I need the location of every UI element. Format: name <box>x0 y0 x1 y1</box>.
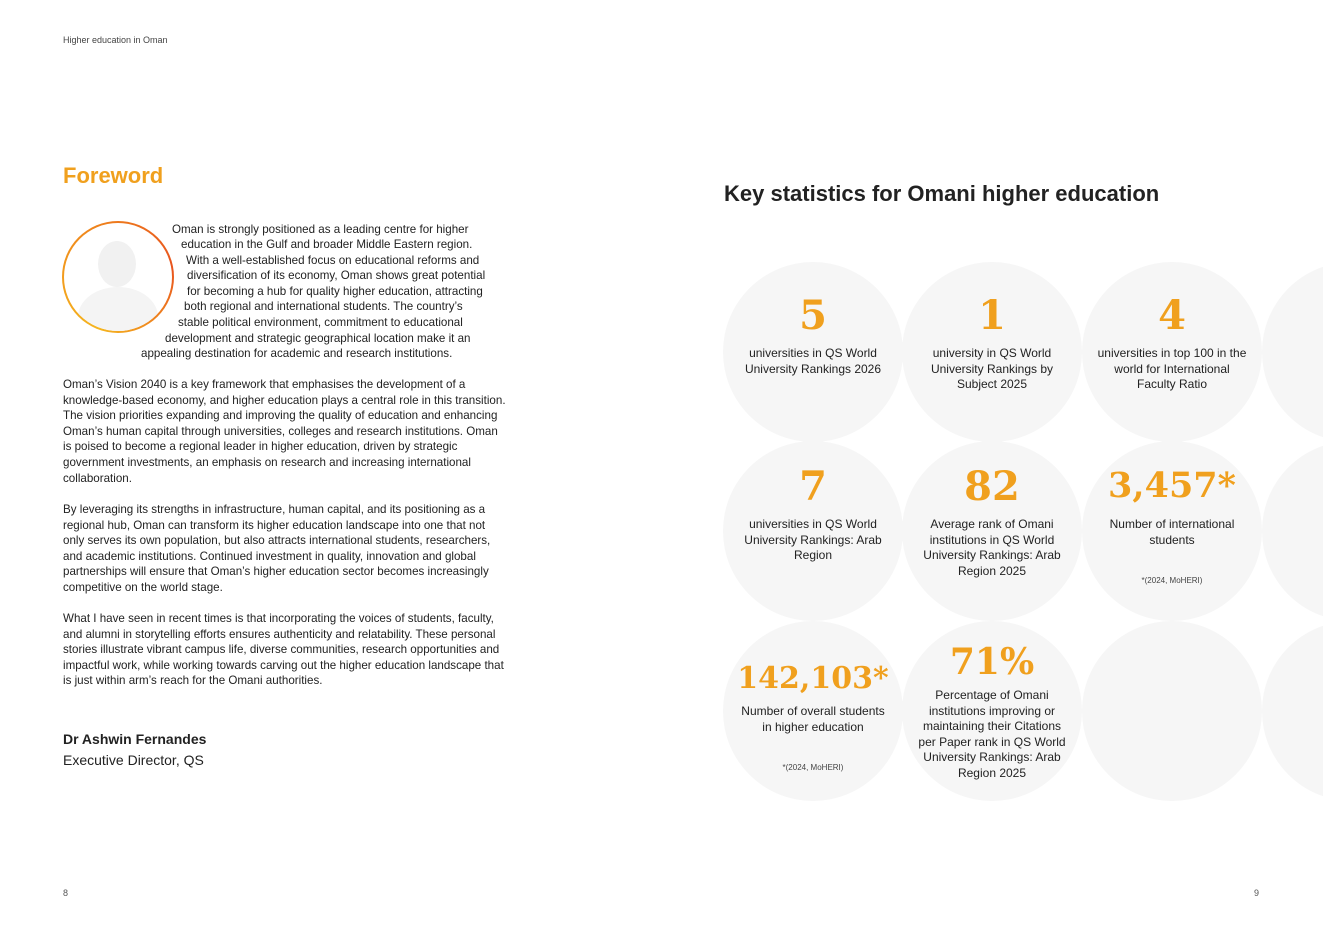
foreword-paragraph-storytelling: What I have seen in recent times is that incorporating the voices of students, faculty, and alumni in storytelling efforts ensures authenticity and relatability. These personal stories illustrate vibrant campus life, diverse communities, research opportunities and impactful work, while working towards carving out the higher education landscape that is just within arm’s reach for the Omani authorities. <box>63 612 504 688</box>
intro-line: Oman is strongly positioned as a leading centre for higher <box>172 223 469 236</box>
running-head: Higher education in Oman <box>63 35 168 45</box>
intro-line: appealing destination for academic and research institutions. <box>141 347 453 360</box>
stats-title: Key statistics for Omani higher education <box>724 181 1160 206</box>
intro-line: education in the Gulf and broader Middle Eastern region. <box>181 238 473 251</box>
intro-line: stable political environment, commitment to educational <box>178 316 463 329</box>
stat-value: 82 <box>964 463 1020 510</box>
stat-card-citations-per-paper <box>902 621 1082 801</box>
signature-name: Dr Ashwin Fernandes <box>63 731 207 747</box>
stat-label: Average rank of Omani institutions in QS World University Rankings: Arab Region 2025 <box>923 517 1061 578</box>
intro-line: both regional and international students. The country’s <box>184 300 463 313</box>
stat-value: 1 <box>978 292 1006 339</box>
stat-card-overall-students <box>723 621 903 801</box>
signature-role: Executive Director, QS <box>63 752 204 768</box>
decorative-circle <box>1082 621 1262 801</box>
author-portrait <box>62 221 174 333</box>
decorative-circle <box>1262 621 1323 801</box>
stat-source-note: *(2024, MoHERI) <box>1141 576 1203 585</box>
intro-line: development and strategic geographical location make it an <box>165 332 471 345</box>
stat-card-ranked-universities <box>723 262 903 442</box>
intro-line: With a well-established focus on educational reforms and <box>186 254 480 267</box>
stat-card-subject-rankings <box>902 262 1082 442</box>
stat-label: universities in QS World University Rankings 2026 <box>744 346 882 376</box>
stat-card-average-rank <box>902 441 1082 621</box>
stat-label: university in QS World University Rankings by Subject 2025 <box>930 346 1054 392</box>
foreword-paragraph-vision: Oman’s Vision 2040 is a key framework that emphasises the development of a knowledge-based economy, and higher education plays a central role in this transition. The vision priorities expanding and improving the quality of education and enhancing Oman’s human capital through universities, colleges and research institutions. Oman is poised to become a regional leader in higher education, driven by strategic government investments, an emphasis on research and increasing international collaboration. <box>63 378 506 485</box>
stat-card-international-students <box>1082 441 1262 621</box>
foreword-title: Foreword <box>63 163 164 188</box>
stat-value: 7 <box>799 463 827 510</box>
stat-label: Number of international students <box>1109 517 1235 547</box>
foreword-paragraph-leveraging: By leveraging its strengths in infrastructure, human capital, and its positioning as a regional hub, Oman can transform its higher education landscape into one that not only serves its own population, but also attracts international students, researchers, and academic institutions. Continued investment in quality, innovation and global partnerships will ensure that Oman’s higher education sector becomes increasingly competitive on the world stage. <box>63 503 491 594</box>
stat-card-arab-region <box>723 441 903 621</box>
stat-value: 5 <box>799 292 827 339</box>
decorative-circle <box>1262 262 1323 442</box>
stat-value: 71% <box>949 641 1035 683</box>
stat-source-note: *(2024, MoHERI) <box>782 763 844 772</box>
stat-value: 4 <box>1158 292 1186 339</box>
intro-line: diversification of its economy, Oman shows great potential <box>187 269 486 282</box>
page-number-right: 9 <box>1254 888 1260 898</box>
stat-label: universities in top 100 in the world for International Faculty Ratio <box>1097 346 1247 392</box>
stat-value: 3,457* <box>1108 465 1236 506</box>
intro-line: for becoming a hub for quality higher education, attracting <box>187 285 483 298</box>
page-number-left: 8 <box>63 888 69 898</box>
stat-card-faculty-ratio <box>1082 262 1262 442</box>
stat-label: Number of overall students in higher education <box>741 704 885 734</box>
decorative-circle <box>1262 441 1323 621</box>
stat-label: universities in QS World University Rankings: Arab Region <box>744 517 882 563</box>
stat-label: Percentage of Omani institutions improving or maintaining their Citations per Paper rank in QS World University Rankings: Arab Region 2025 <box>918 688 1066 780</box>
stat-value: 142,103* <box>737 661 889 696</box>
